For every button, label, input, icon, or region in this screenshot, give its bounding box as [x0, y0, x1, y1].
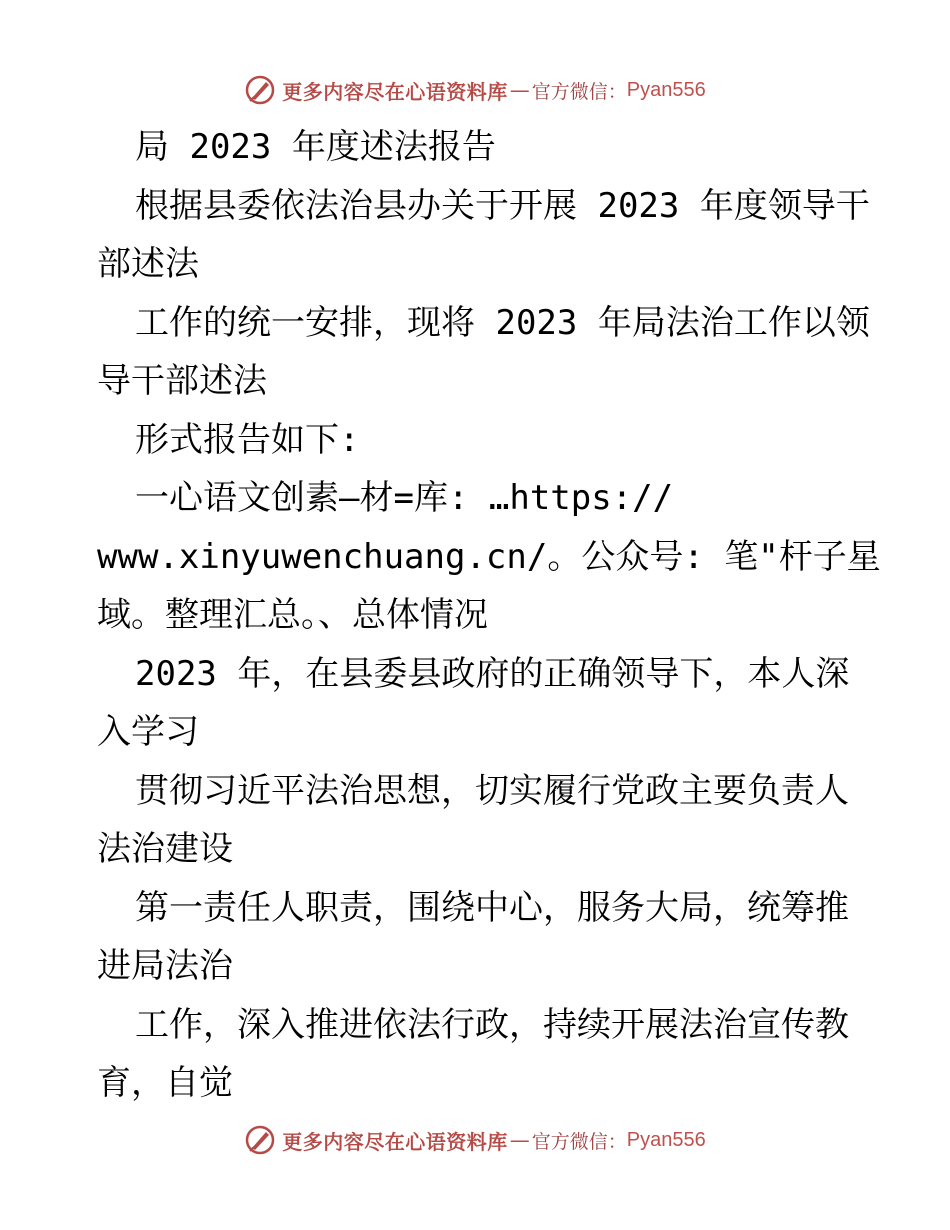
paragraph-line: 贯彻习近平法治思想，切实履行党政主要负责人	[135, 771, 849, 811]
paragraph-line: 育，自觉	[97, 1063, 233, 1103]
watermark-brand-text: 更多内容尽在心语资料库	[282, 1129, 508, 1154]
quill-pen-logo-icon	[244, 1124, 276, 1156]
paragraph-line: 第一责任人职责，围绕中心，服务大局，统筹推	[135, 888, 849, 928]
paragraph-line: 工作，深入推进依法行政，持续开展法治宣传教	[135, 1005, 849, 1045]
paragraph-line: 形式报告如下:	[135, 420, 360, 460]
footer-watermark	[0, 1118, 950, 1162]
watermark-dash: —	[509, 78, 530, 102]
paragraph-line: 根据县委依法治县办关于开展 2023 年度领导干	[135, 186, 870, 226]
paragraph-line: 2023 年，在县委县政府的正确领导下，本人深	[135, 654, 850, 694]
paragraph-line: www.xinyuwenchuang.cn/。公众号: 笔"杆子星	[97, 537, 881, 577]
paragraph-line: 一心语文创素—材=库: …https://	[135, 478, 674, 518]
paragraph-line: 进局法治	[97, 946, 233, 986]
watermark-official-label: 官方微信：	[531, 80, 627, 103]
watermark-wechat-id: Pyan556	[626, 78, 706, 101]
paragraph-line: 工作的统一安排，现将 2023 年局法治工作以领	[135, 303, 870, 343]
paragraph-line: 部述法	[97, 244, 199, 284]
watermark-official-label: 官方微信：	[531, 1130, 627, 1153]
paragraph-line: 入学习	[97, 712, 199, 752]
paragraph-line: 导干部述法	[97, 361, 267, 401]
paragraph-line: 域。整理汇总。、总体情况	[97, 595, 488, 635]
document-title: 局 2023 年度述法报告	[135, 127, 496, 167]
watermark-brand-text: 更多内容尽在心语资料库	[282, 79, 508, 104]
watermark-wechat-id: Pyan556	[626, 1128, 706, 1151]
watermark-dash: —	[509, 1128, 530, 1152]
paragraph-line: 法治建设	[97, 829, 233, 869]
